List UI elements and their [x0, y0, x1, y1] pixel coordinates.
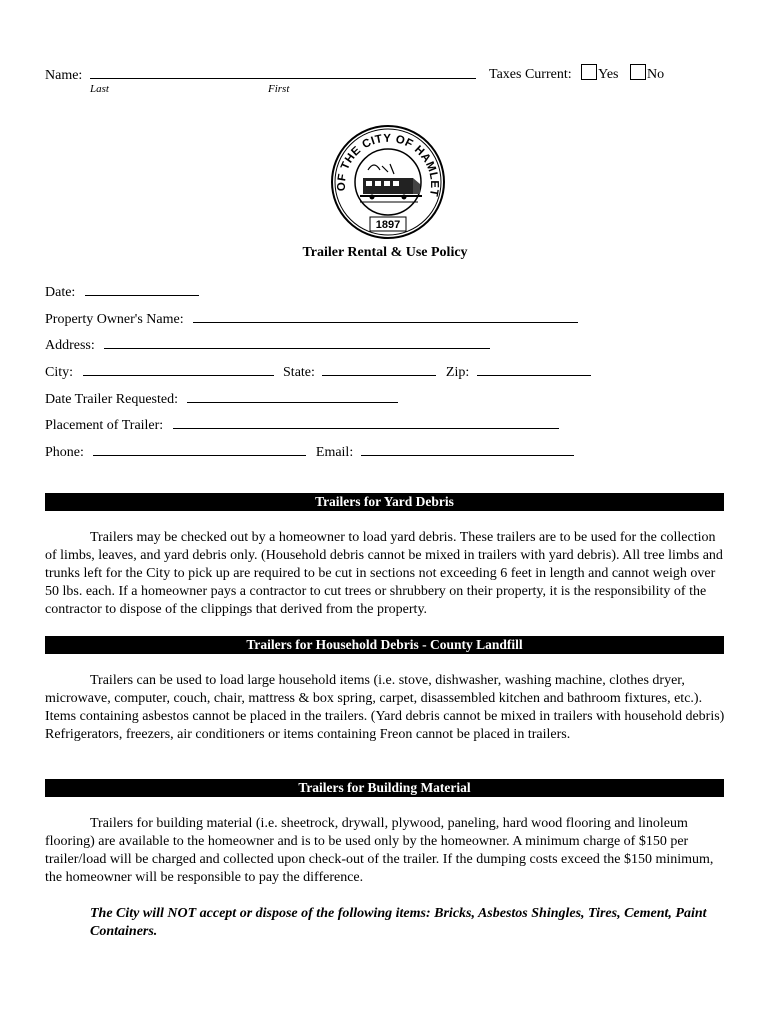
address-label: Address:	[45, 338, 95, 353]
placement-row	[45, 414, 559, 435]
section-heading-building-material: Trailers for Building Material	[45, 779, 724, 797]
owner-field[interactable]	[193, 308, 578, 323]
name-field[interactable]	[90, 64, 476, 79]
seal-year: 1897	[375, 219, 401, 231]
placement-label: Placement of Trailer:	[45, 418, 164, 433]
taxes-no-label: No	[646, 67, 665, 82]
address-field[interactable]	[104, 334, 490, 349]
zip-label: Zip:	[445, 365, 470, 380]
phone-row	[45, 441, 574, 462]
taxes-label: Taxes Current:	[489, 67, 572, 82]
owner-row	[45, 308, 578, 329]
state-field[interactable]	[322, 361, 436, 376]
last-sublabel: Last	[90, 83, 109, 95]
city-row	[45, 361, 591, 382]
date-field[interactable]	[85, 281, 199, 296]
date-requested-label: Date Trailer Requested:	[45, 392, 178, 407]
date-row	[45, 281, 199, 302]
email-field[interactable]	[361, 441, 574, 456]
taxes-no-checkbox[interactable]	[630, 64, 646, 80]
prohibited-items-notice: The City will NOT accept or dispose of the following items: Bricks, Asbestos Shingles, Tires, Cement, Paint Containers.	[90, 906, 707, 939]
placement-field[interactable]	[173, 414, 559, 429]
section-body-yard-debris: Trailers may be checked out by a homeowner to load yard debris. These trailers are to be used for the collection of limbs, leaves, and yard debris only. (Household debris cannot be mixed in trailers with yard debris). All tree limbs and trunks left for the City to pick up are required to be cut in sections not exceeding 6 feet in length and cannot weigh over 50 lbs. each. If a homeowner pays a contractor to cut trees or shrubbery on their property, it is the responsibility of the contractor to dispose of the clippings that derived from the property.	[45, 530, 723, 617]
state-label: State:	[283, 365, 315, 380]
city-seal-logo	[330, 124, 446, 240]
taxes-row	[489, 64, 664, 84]
section-heading-yard-debris: Trailers for Yard Debris	[45, 493, 724, 511]
name-row	[45, 64, 476, 85]
date-label: Date:	[45, 285, 76, 300]
city-label: City:	[45, 365, 74, 380]
owner-label: Property Owner's Name:	[45, 312, 184, 327]
first-sublabel: First	[268, 83, 290, 95]
page-title: Trailer Rental & Use Policy	[302, 245, 468, 260]
section-body-building-material: Trailers for building material (i.e. sheetrock, drywall, plywood, paneling, hard wood flooring and linoleum flooring) are available to the homeowner and is to be used only by the homeowner. A minimum charge of $150 per trailer/load will be charged and collected upon check-out of the trailer. If the dumping costs exceed the $150 minimum, the homeowner will be responsible to pay the difference.	[45, 816, 714, 885]
seal-ring-text: OF THE CITY OF HAMLET	[335, 132, 441, 197]
email-label: Email:	[315, 445, 354, 460]
zip-field[interactable]	[477, 361, 591, 376]
section-heading-household-debris: Trailers for Household Debris - County Landfill	[45, 636, 724, 654]
date-requested-row	[45, 388, 398, 409]
name-label: Name:	[45, 68, 83, 83]
taxes-yes-label: Yes	[598, 67, 619, 82]
date-requested-field[interactable]	[187, 388, 398, 403]
phone-label: Phone:	[45, 445, 84, 460]
section-body-household-debris: Trailers can be used to load large household items (i.e. stove, dishwasher, washing machine, clothes dryer, microwave, computer, couch, chair, mattress & box spring, carpet, disassembled kitchen and bathroom fixtures, etc.). Items containing asbestos cannot be placed in the trailers. (Yard debris cannot be mixed in trailers with household debris) Refrigerators, freezers, air conditioners or items containing Freon cannot be placed in trailers.	[45, 673, 725, 742]
phone-field[interactable]	[93, 441, 306, 456]
address-row	[45, 334, 490, 355]
city-field[interactable]	[83, 361, 274, 376]
taxes-yes-checkbox[interactable]	[581, 64, 597, 80]
